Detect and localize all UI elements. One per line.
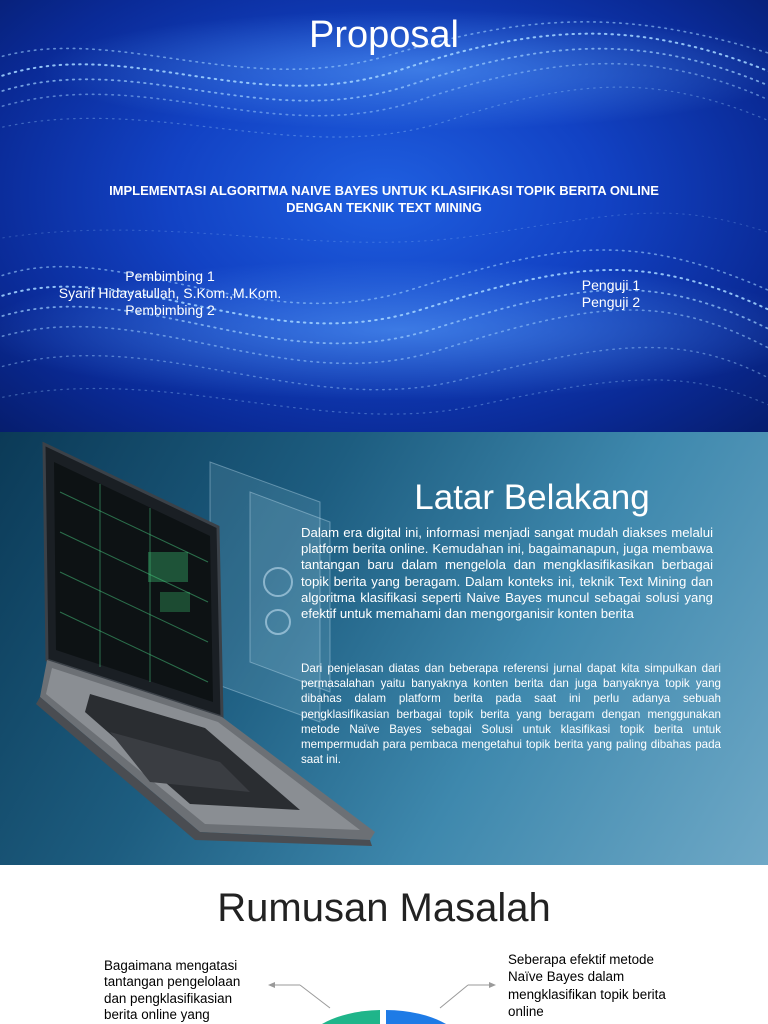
left-arrow-head <box>268 982 275 988</box>
supervisor-2-label: Pembimbing 2 <box>125 302 215 318</box>
supervisor-1-label: Pembimbing 1 <box>125 268 215 284</box>
problem-left-text: Bagaimana mengatasi tantangan pengelolaan dan pengklasifikasian berita online yang <box>104 958 241 1023</box>
supervisor-name: Syarif Hidayatullah, S.Kom.,M.Kom. <box>58 285 282 301</box>
right-arrow-head <box>489 982 496 988</box>
background-paragraph-2: Dari penjelasan diatas dan beberapa referensi jurnal dapat kita simpulkan dari permasalahan yaitu banyaknya konten berita dan juga banyaknya topik yang dibahas dalam platform berita pada saat ini perlu adanya sebuah pengklasifikasian berbagai topik berita yang beragam dengan menggunakan metode Naïve Bayes sebagai Solusi untuk klasifikasi topik berita untuk mempermudah para pembaca mengetahui topik berita yang paling dibahas pada saat ini. <box>301 662 721 767</box>
slide-title: Proposal <box>309 14 459 56</box>
green-segment <box>322 1010 380 1024</box>
background-paragraph-1: Dalam era digital ini, informasi menjadi sangat mudah diakses melalui platform berita online. Kemudahan ini, bagaimanapun, juga membawa tantangan baru dalam mengelola dan mengklasifikasikan berbagai topik berita yang beragam. Dalam konteks ini, teknik Text Mining dan algoritma klasifikasi seperti Naive Bayes muncul sebagai solusi yang efektif untuk memahami dan mengorganisir konten berita <box>301 525 713 622</box>
thesis-title: IMPLEMENTASI ALGORITMA NAIVE BAYES UNTUK KLASIFIKASI TOPIK BERITA ONLINE DENGAN TEKNIK TEXT MINING <box>109 183 659 215</box>
examiner-block <box>560 277 662 311</box>
left-arrow-diagonal <box>300 985 330 1008</box>
problem-right-text: Seberapa efektif metode Naïve Bayes dalam mengklasifikan topik berita online <box>508 952 666 1020</box>
particle-wave-background <box>0 0 768 432</box>
supervisor-block <box>20 268 320 319</box>
examiner-2-label: Penguji 2 <box>581 294 641 310</box>
examiner-1-label: Penguji 1 <box>581 277 641 293</box>
blue-segment <box>386 1010 446 1024</box>
section-title-rumusan-masalah: Rumusan Masalah <box>217 886 551 930</box>
section-title-latar-belakang: Latar Belakang <box>414 478 650 517</box>
right-arrow-diagonal <box>440 985 468 1008</box>
slide-proposal <box>0 0 768 432</box>
